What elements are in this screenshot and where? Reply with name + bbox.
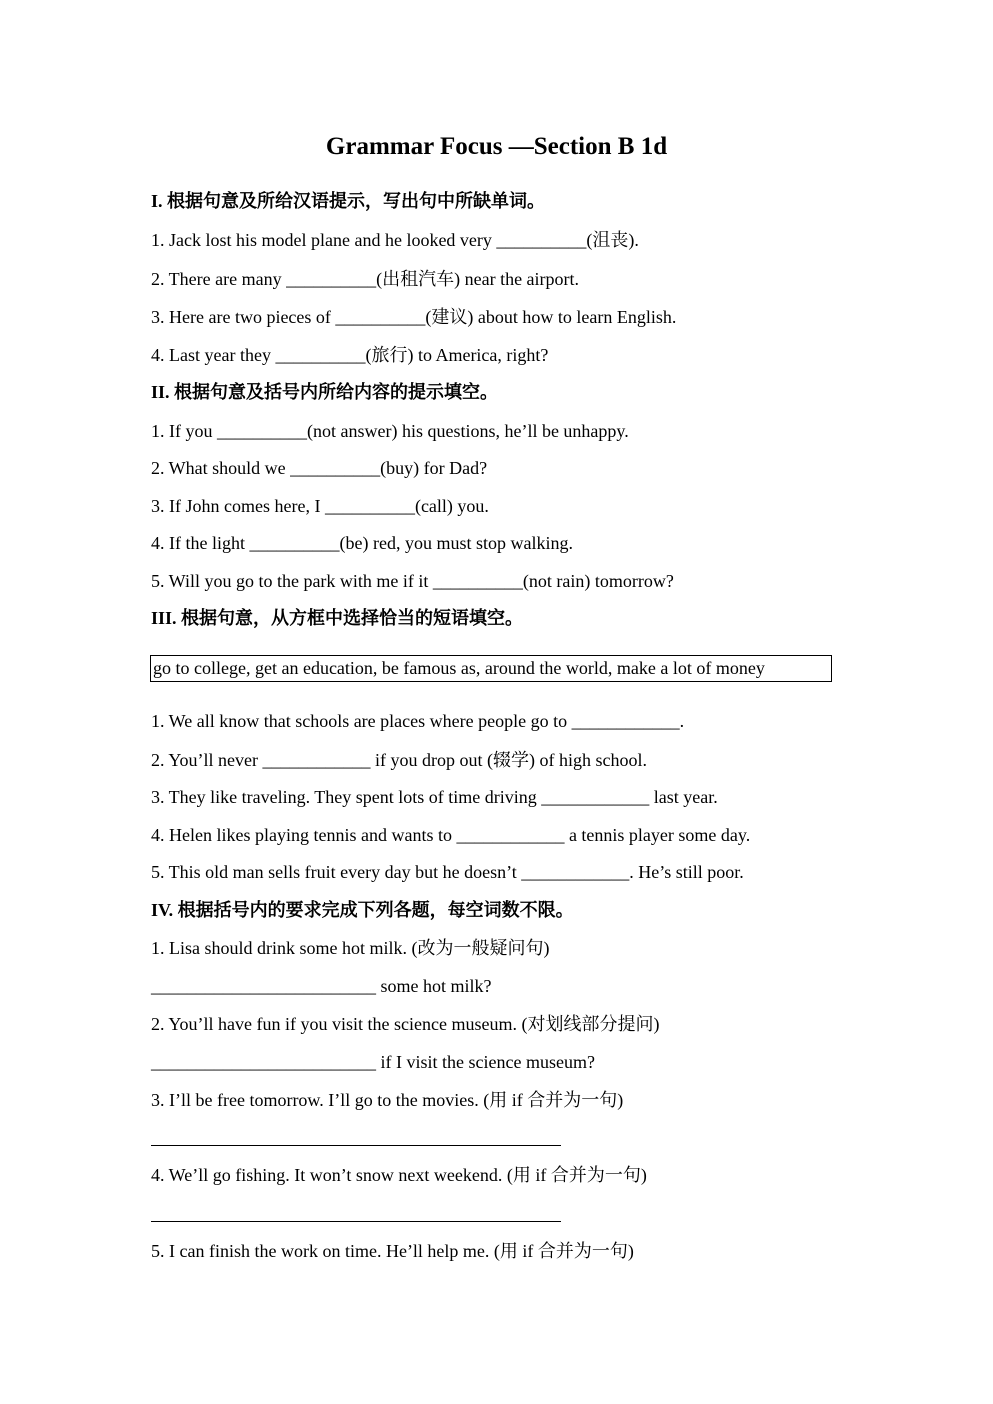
s4-item-2: 2. You’ll have fun if you visit the science museum. (对划线部分提问) xyxy=(151,1014,660,1034)
s2-item-3: 3. If John comes here, I __________(call) you. xyxy=(151,496,489,516)
s2-item-1: 1. If you __________(not answer) his questions, he’ll be unhappy. xyxy=(151,421,629,441)
s2-item-4: 4. If the light __________(be) red, you must stop walking. xyxy=(151,533,573,553)
s1-item-3: 3. Here are two pieces of __________(建议) about how to learn English. xyxy=(151,307,677,327)
s4-item-3: 3. I’ll be free tomorrow. I’ll go to the movies. (用 if 合并为一句) xyxy=(151,1090,624,1110)
s3-item-1: 1. We all know that schools are places where people go to ____________. xyxy=(151,711,685,731)
s3-item-2: 2. You’ll never ____________ if you drop out (辍学) of high school. xyxy=(151,750,647,770)
s4-answer-line-4 xyxy=(151,1221,561,1222)
section-3-heading: III. 根据句意，从方框中选择恰当的短语填空。 xyxy=(151,608,524,628)
s4-answer-1: _________________________ some hot milk? xyxy=(151,976,492,996)
phrase-box: go to college, get an education, be famous as, around the world, make a lot of money xyxy=(150,655,832,682)
s4-item-5: 5. I can finish the work on time. He’ll help me. (用 if 合并为一句) xyxy=(151,1241,634,1261)
s3-item-5: 5. This old man sells fruit every day but he doesn’t ____________. He’s still poor. xyxy=(151,862,744,882)
s2-item-2: 2. What should we __________(buy) for Dad? xyxy=(151,458,488,478)
s4-answer-2: _________________________ if I visit the science museum? xyxy=(151,1052,595,1072)
s3-item-4: 4. Helen likes playing tennis and wants to ____________ a tennis player some day. xyxy=(151,825,751,845)
s1-item-2: 2. There are many __________(出租汽车) near the airport. xyxy=(151,269,580,289)
section-2-heading: II. 根据句意及括号内所给内容的提示填空。 xyxy=(151,382,499,402)
section-4-heading: IV. 根据括号内的要求完成下列各题，每空词数不限。 xyxy=(151,900,574,920)
s3-item-3: 3. They like traveling. They spent lots of time driving ____________ last year. xyxy=(151,787,718,807)
s1-item-1: 1. Jack lost his model plane and he looked very __________(沮丧). xyxy=(151,230,639,250)
s1-item-4: 4. Last year they __________(旅行) to America, right? xyxy=(151,345,549,365)
s4-answer-line-3 xyxy=(151,1145,561,1146)
s2-item-5: 5. Will you go to the park with me if it __________(not rain) tomorrow? xyxy=(151,571,674,591)
s4-item-1: 1. Lisa should drink some hot milk. (改为一般疑问句) xyxy=(151,938,550,958)
s4-item-4: 4. We’ll go fishing. It won’t snow next weekend. (用 if 合并为一句) xyxy=(151,1165,647,1185)
page-title: Grammar Focus —Section B 1d xyxy=(325,133,668,160)
section-1-heading: I. 根据句意及所给汉语提示，写出句中所缺单词。 xyxy=(151,191,546,211)
